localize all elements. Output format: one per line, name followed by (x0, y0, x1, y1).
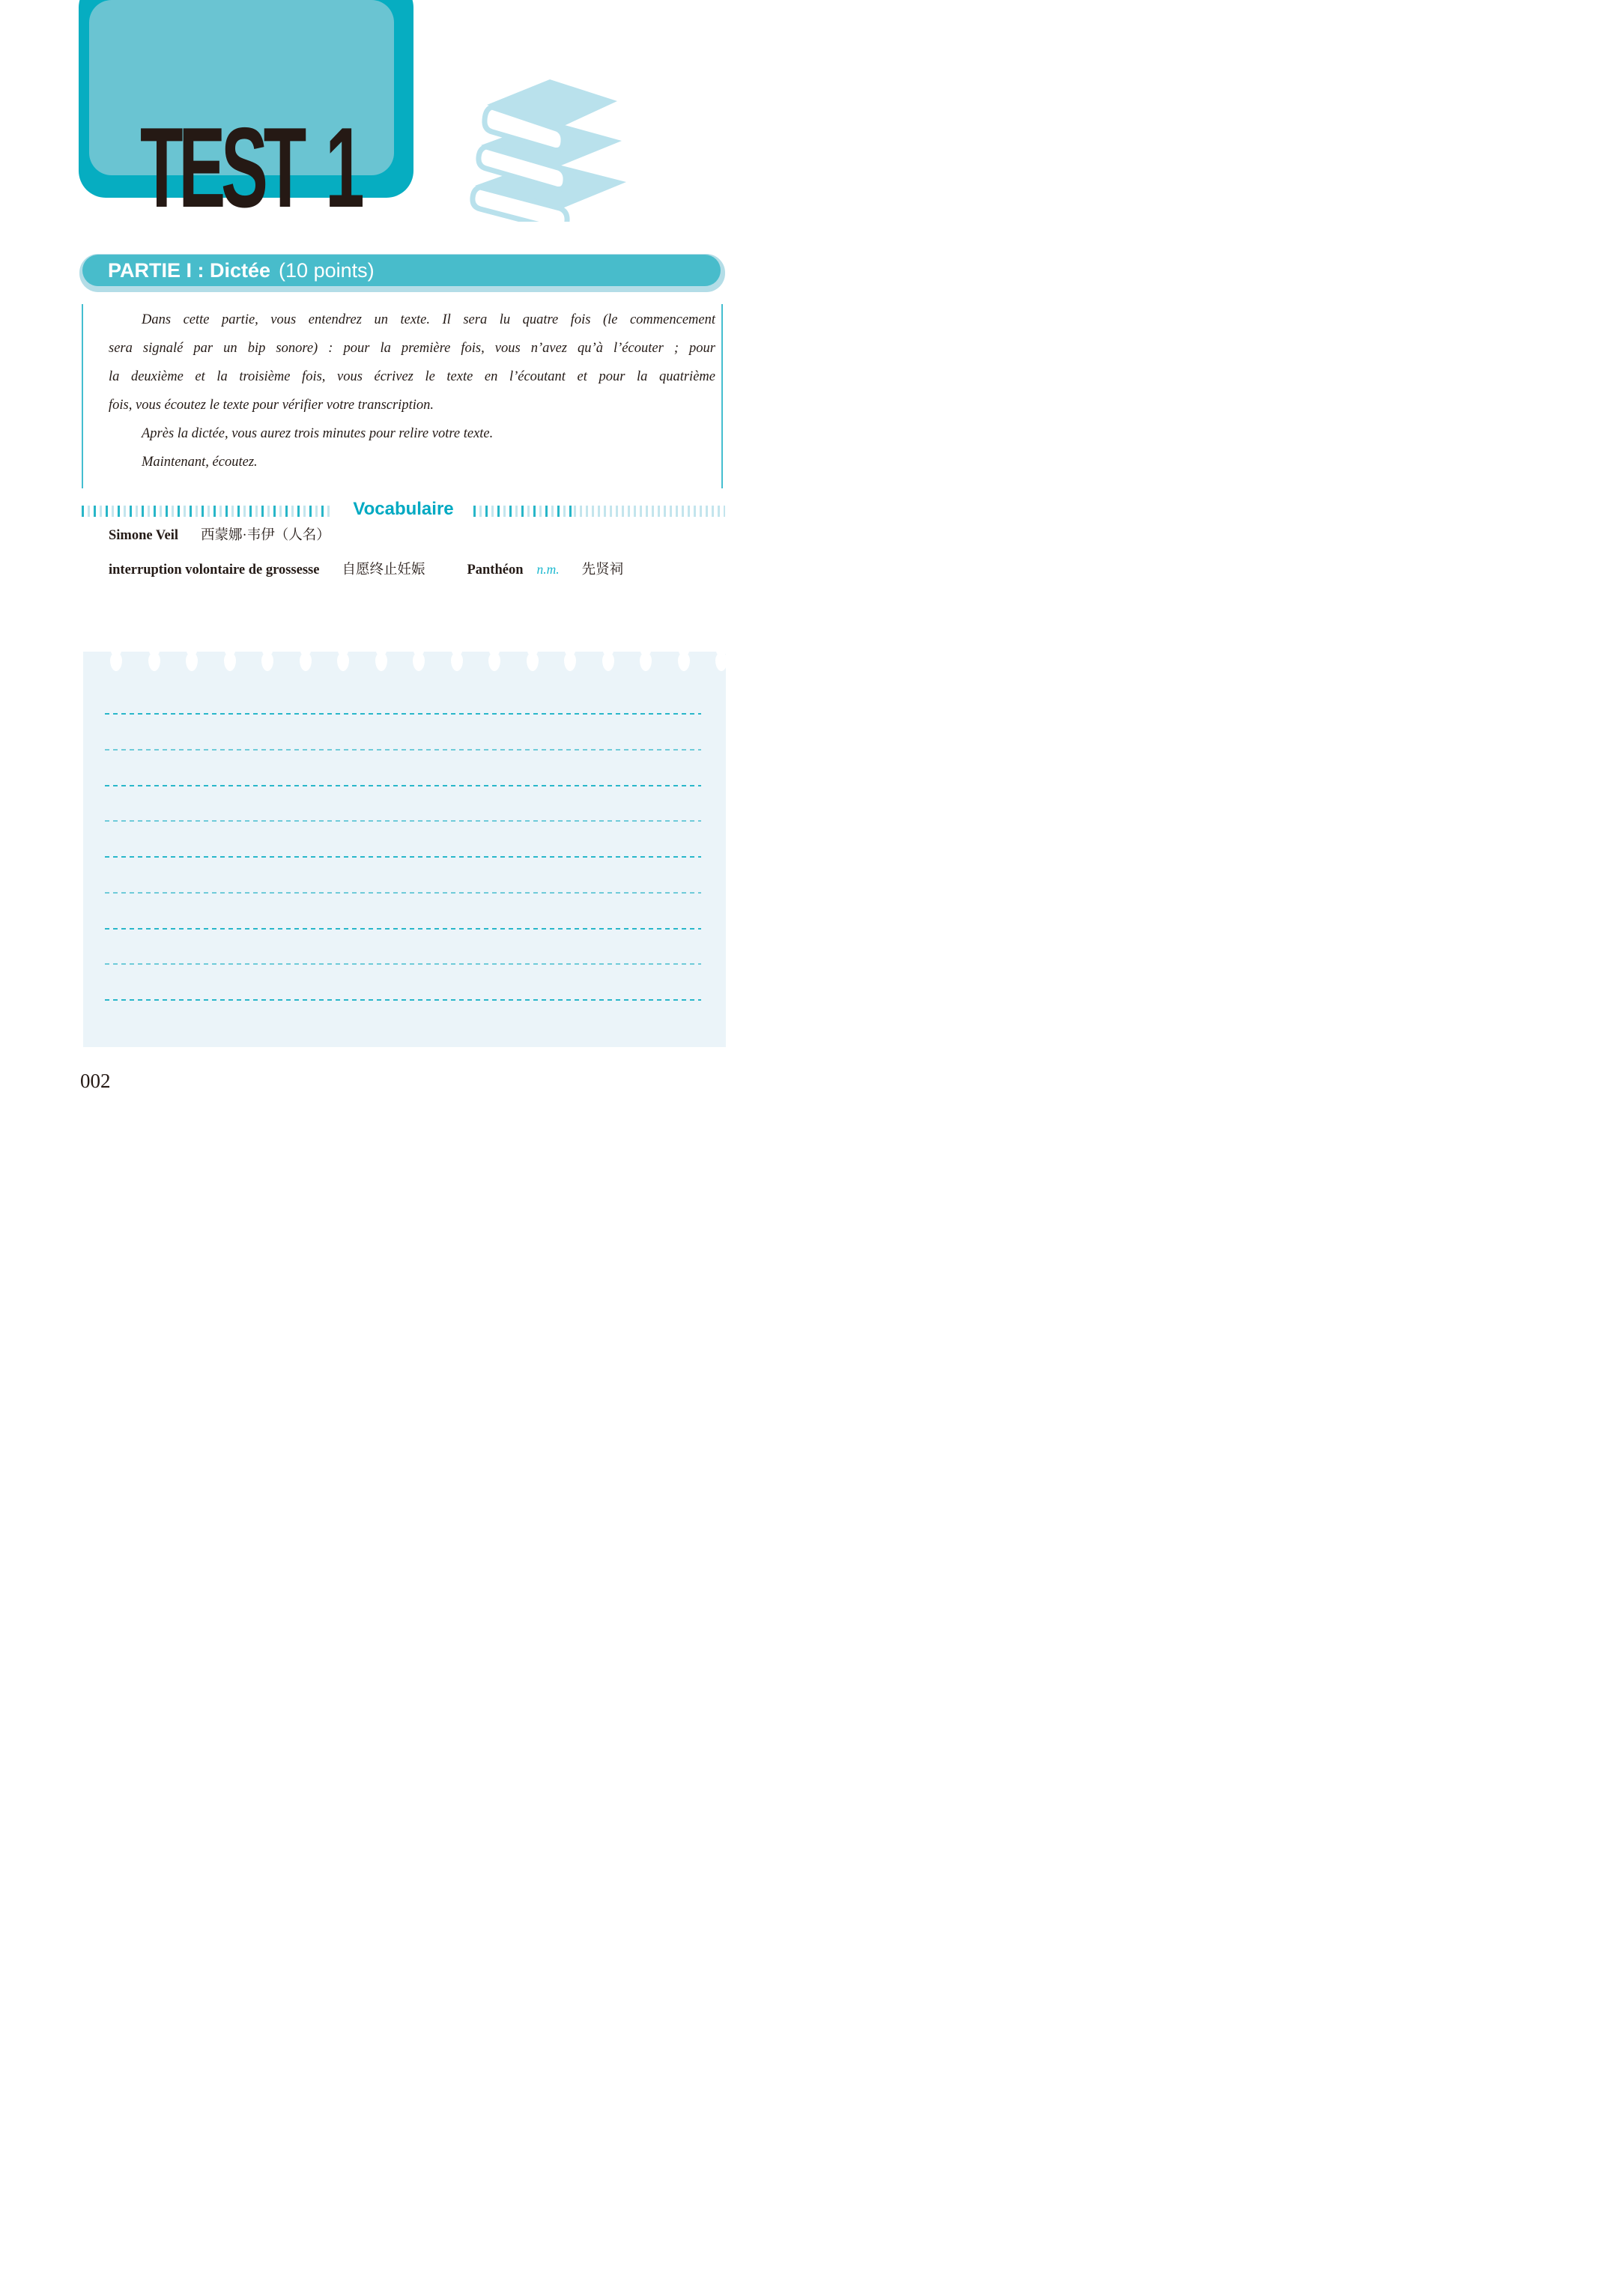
writing-line (105, 892, 701, 894)
dictation-instructions (109, 306, 715, 476)
section-points: (10 points) (279, 258, 375, 282)
torn-hole (300, 652, 312, 671)
vocabulary-entry (109, 559, 425, 578)
vocabulary-heading: Vocabulaire (353, 499, 454, 519)
instruction-right-rule (721, 304, 723, 488)
torn-hole (224, 652, 236, 671)
torn-hole-drop (375, 652, 387, 671)
torn-hole (451, 652, 463, 671)
instruction-line: sera signalé par un bip sonore) : pour la première fois, vous n’avez qu’à l’écouter ; pour (109, 341, 715, 356)
vocab-translation: 西蒙娜·韦伊（人名） (201, 528, 330, 543)
vocab-term: Panthéon (467, 563, 524, 577)
torn-hole (715, 652, 726, 671)
torn-hole-drop (261, 652, 273, 671)
torn-hole (186, 652, 198, 671)
instruction-line: Dans cette partie, vous entendrez un texte. Il sera lu quatre fois (le commencement (142, 312, 715, 327)
vocabulary-entry (467, 559, 623, 578)
torn-hole-drop (413, 652, 425, 671)
vocabulary-entry (109, 524, 330, 544)
writing-line (105, 856, 701, 858)
vocab-term: Simone Veil (109, 528, 179, 543)
writing-line (105, 749, 701, 751)
instruction-line: la deuxième et la troisième fois, vous écrivez le texte en l’écoutant et pour la quatrième (109, 369, 715, 384)
writing-line (105, 713, 701, 715)
torn-hole (375, 652, 387, 671)
page-number: 002 (80, 1070, 111, 1092)
books-stack-icon (455, 66, 637, 222)
torn-hole-drop (715, 652, 726, 671)
torn-hole-drop (602, 652, 614, 671)
torn-hole (337, 652, 349, 671)
torn-hole-drop (337, 652, 349, 671)
writing-line (105, 785, 701, 786)
vocab-part-of-speech: n.m. (536, 562, 560, 577)
decorative-bars-right-inner (473, 506, 575, 517)
torn-hole (527, 652, 539, 671)
torn-hole (413, 652, 425, 671)
vocabulary-row (109, 559, 623, 578)
vocab-term: interruption volontaire de grossesse (109, 563, 320, 577)
notebook-writing-area (83, 652, 726, 1047)
torn-hole (261, 652, 273, 671)
book-page (0, 0, 812, 1142)
instruction-line: Après la dictée, vous aurez trois minutes pour relire votre texte. (142, 426, 494, 441)
page-title: TEST 1 (140, 104, 360, 231)
writing-line (105, 820, 701, 822)
instruction-line: fois, vous écoutez le texte pour vérifier votre transcription. (109, 398, 434, 413)
vocabulary-row (109, 524, 330, 544)
torn-hole (110, 652, 122, 671)
torn-hole (564, 652, 576, 671)
section-title: PARTIE I : Dictée (108, 258, 271, 282)
torn-hole-drop (224, 652, 236, 671)
vocabulary-heading-row (82, 499, 725, 519)
torn-hole-drop (564, 652, 576, 671)
torn-hole-drop (148, 652, 160, 671)
decorative-bars-right-outer (574, 506, 725, 517)
torn-hole-drop (300, 652, 312, 671)
torn-hole-drop (678, 652, 690, 671)
torn-hole-drop (640, 652, 652, 671)
section-banner-bar (82, 255, 721, 286)
instruction-left-rule (82, 304, 83, 488)
vocab-translation: 先贤祠 (581, 563, 624, 577)
vocab-translation: 自愿终止妊娠 (342, 563, 425, 577)
torn-hole-drop (488, 652, 500, 671)
writing-line (105, 999, 701, 1001)
torn-hole (488, 652, 500, 671)
torn-hole-drop (110, 652, 122, 671)
section-banner (79, 254, 725, 292)
torn-hole (602, 652, 614, 671)
torn-hole (640, 652, 652, 671)
decorative-bars-left (82, 506, 333, 517)
writing-line (105, 963, 701, 965)
torn-hole (678, 652, 690, 671)
torn-hole-drop (186, 652, 198, 671)
torn-hole (148, 652, 160, 671)
writing-line (105, 928, 701, 930)
torn-hole-drop (527, 652, 539, 671)
instruction-line: Maintenant, écoutez. (142, 455, 258, 470)
torn-hole-drop (451, 652, 463, 671)
